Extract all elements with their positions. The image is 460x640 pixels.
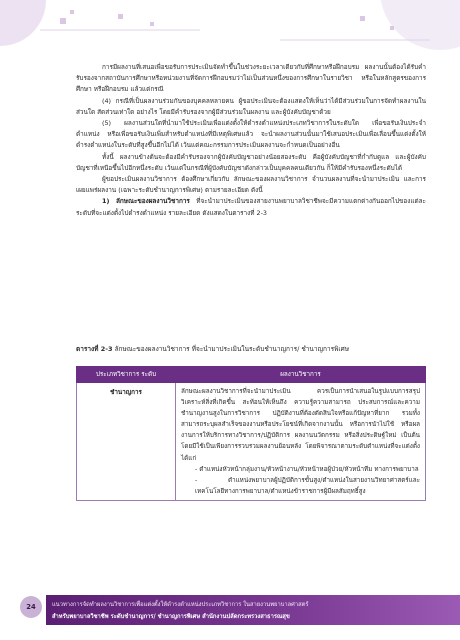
page-number: 24 (20, 596, 42, 618)
table-caption-text: ลักษณะของผลงานวิชาการ ที่จะนำมาประเมินในระดับชำนาญการ/ ชำนาญการพิเศษ (114, 345, 350, 353)
paragraph: การมีผลงานที่เสนอเพื่อขอรับการประเมินจัดทำขึ้นในช่วงระยะเวลาเดียวกับที่ศึกษาหรือฝึกอบรม ผลงานนั้นต้องได้รับคำรับรองจากสถาบันการศึกษาหรือหน่วยงานที่จัดการฝึกอบรมว่าไม่เป็นส่วนหนึ่งของการศึกษาในรายวิชา หรือในหลักสูตรของการศึกษา หรือฝึกอบรม แล้วแต่กรณี (76, 63, 426, 94)
body-text (76, 62, 426, 219)
table-header-row (77, 367, 426, 383)
description-text: ลักษณะผลงานวิชาการที่จะนำมาประเมิน ควรเป็นการนำเสนอในรูปแบบการสรุปวิเคราะห์สิ่งที่เกิดขึ้น สะท้อนให้เห็นถึง ความรู้ความสามารถ ประสบการณ์และความชำนาญงานสูงในการวิชาการ ปฏิบัติงานที่ต้องตัดสินใจหรือแก้ปัญหาที่ยาก รวมทั้งสามารถระบุผลสำเร็จของงานหรือประโยชน์ที่เกิดจากงานนั้น หรือการนำไปใช้ หรือผลงานการให้บริการทางวิชาการ/ปฏิบัติการ ผลงานนวัตกรรม หรือสิ่งประดิษฐ์ใหม่ เป็นต้น โดยมีใช้เป็นเพียงการรวบรวมผลงานย้อนหลัง โดยพิจารณาตามระดับตำแหน่งที่จะแต่งตั้ง ได้แก่ (181, 388, 420, 462)
column-header-level: ประเภทวิชาการ ระดับ (77, 367, 176, 383)
footer-line-2: สำหรับพยาบาลวิชาชีพ ระดับชำนาญการ/ ชำนาญการพิเศษ สำนักงานปลัดกระทรวงสาธารณสุข (52, 614, 290, 620)
description-cell (176, 383, 426, 501)
paragraph: (5) ผลงานส่วนใดที่นำมาใช้ประเมินเพื่อแต่งตั้งให้ดำรงตำแหน่งประเภทวิชาการในระดับใด เพื่อขอรับเงินประจำตำแหน่ง หรือเพื่อขอรับเงินเพิ่มสำหรับตำแหน่งที่มีเหตุพิเศษแล้ว จะนำผลงานส่วนนั้นมาใช้เสนอประเมินเพื่อเลื่อนขึ้นแต่งตั้งให้ดำรงตำแหน่งในระดับที่สูงขึ้นอีกไม่ได้ เว้นแต่คณะกรรมการประเมินผลงานจะกำหนดเป็นอย่างอื่น (76, 119, 426, 150)
page-footer (0, 590, 460, 640)
section-heading (76, 196, 426, 218)
paragraph: ทั้งนี้ ผลงานข้างต้นจะต้องมีคำรับรองจากผู้บังคับบัญชาอย่างน้อยสองระดับ คือผู้บังคับบัญชาที่กำกับดูแล และผู้บังคับบัญชาที่เหนือขึ้นไปอีกหนึ่งระดับ เว้นแต่ในกรณีที่ผู้บังคับบัญชาดังกล่าวเป็นบุคคลคนเดียวกัน ก็ให้มีคำรับรองหนึ่งระดับได้ (76, 152, 426, 172)
paragraph: (4) กรณีที่เป็นผลงานร่วมกันของบุคคลหลายคน ผู้ขอประเมินจะต้องแสดงให้เห็นว่าได้มีส่วนร่วมในการจัดทำผลงานในส่วนใด สัดส่วนเท่าใด อย่างไร โดยมีคำรับรองจากผู้มีส่วนร่วมในผลงาน และผู้บังคับบัญชาด้วย (76, 96, 426, 116)
list-item: - ตำแหน่งหัวหน้ากลุ่มงาน/หัวหน้างาน/หัวหน้าหอผู้ป่วย/หัวหน้าทีม ทางการพยาบาล (195, 465, 419, 473)
list-item: - ตำแหน่งพยาบาลผู้ปฏิบัติการขั้นสูง/ตำแหน่งในสายงานวิทยาศาสตร์และเทคโนโลยีทางการพยาบาล/ตำแหน่งข้าราชการผู้มีผลสัมฤทธิ์สูง (195, 476, 420, 495)
academic-work-table (76, 366, 426, 501)
footer-line-1: แนวทางการจัดทำผลงานวิชาการเพื่อแต่งตั้งให้ดำรงตำแหน่งประเภทวิชาการ ในสายงานพยาบาลศาสตร์ (52, 602, 309, 608)
column-header-work: ผลงานวิชาการ (176, 367, 426, 383)
table-caption-label: ตารางที่ 2-3 (76, 345, 113, 353)
paragraph: ผู้ขอประเมินผลงานวิชาการ ต้องศึกษาเกี่ยวกับ ลักษณะของผลงานวิชาการ จำนวนผลงานที่จะนำมาประเมิน และการเผยแพร่ผลงาน (เฉพาะระดับชำนาญการพิเศษ) ตามรายละเอียด ดังนี้ (76, 175, 426, 195)
heading-label: 1) ลักษณะของผลงานวิชาการ (102, 197, 190, 206)
table-row (77, 383, 426, 501)
table-caption (76, 344, 426, 355)
level-cell: ชำนาญการ (77, 383, 176, 501)
heading-text: ที่จะนำมาประเมินของสายงานพยาบาลวิชาชีพจะมีความแตกต่างกันออกไปของแต่ละระดับที่จะแต่งตั้งไปดำรงตำแหน่ง รายละเอียด ดังแสดงในตารางที่ 2-3 (76, 197, 426, 217)
